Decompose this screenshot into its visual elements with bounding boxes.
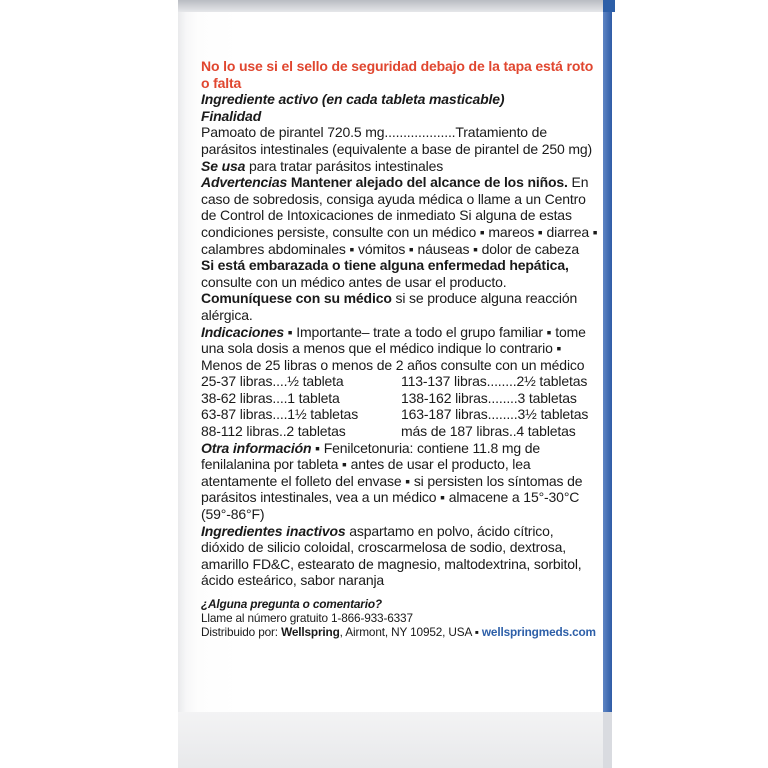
- allergy-bold: Comuníquese con su médico: [201, 290, 392, 307]
- other-info-text: ▪ Fenilcetonuria: contiene 11.8 mg de fenilalanina por tableta ▪ antes de usar el producto, lea atentamente el folleto del envase ▪ si persisten los síntomas de parásitos intestinales, vea a un médico ▪ almacene a 15°-30°C (59°-86°F): [201, 439, 583, 523]
- box-blue-side-edge: [603, 12, 612, 712]
- warnings-label: Advertencias: [201, 174, 288, 191]
- drug-facts-label: [201, 58, 599, 640]
- other-info-label: Otra información: [201, 439, 312, 456]
- dosing-row: [201, 423, 599, 440]
- keep-away-warning: Mantener alejado del alcance de los niños.: [287, 174, 568, 191]
- purpose-heading: Finalidad: [201, 107, 262, 124]
- dosing-cell: 113-137 libras........2½ tabletas: [401, 373, 588, 390]
- active-ingredient-heading: Ingrediente activo (en cada tableta masticable): [201, 91, 505, 108]
- distributor-name: Wellspring: [281, 625, 340, 640]
- box-bottom-shade: [178, 712, 603, 768]
- dosing-cell: 63-87 libras....1½ tabletas: [201, 406, 359, 423]
- ingredient-line: Pamoato de pirantel 720.5 mg...................Tratamiento de parásitos intestinales (equivalente a base de pirantel de 250 mg): [201, 124, 593, 157]
- pregnancy-text: consulte con un médico antes de usar el producto.: [201, 273, 507, 290]
- box-top-face: [178, 0, 603, 12]
- dosing-cell: 138-162 libras........3 tabletas: [401, 389, 577, 406]
- directions-text: ▪ Importante– trate a todo el grupo familiar ▪ tome una sola dosis a menos que el médico indique lo contrario ▪ Menos de 25 libras o menos de 2 años consulte con un médico: [201, 323, 586, 373]
- pregnancy-bold: Si está embarazada o tiene alguna enfermedad hepática,: [201, 257, 569, 274]
- dosing-row: [201, 373, 599, 390]
- directions-section: [201, 324, 599, 374]
- dosing-cell: 88-112 libras..2 tabletas: [201, 423, 346, 440]
- inactive-ingredients-section: [201, 523, 599, 589]
- dosing-row: [201, 406, 599, 423]
- box-side-edge-lower: [603, 712, 612, 768]
- other-info-section: [201, 440, 599, 523]
- distributor-address: , Airmont, NY 10952, USA ▪: [339, 625, 482, 640]
- dosing-cell: más de 187 libras..4 tabletas: [401, 423, 576, 440]
- inactive-ingredients-text: aspartamo en polvo, ácido cítrico, dióxido de silicio coloidal, croscarmelosa de sodio, dextrosa, amarillo FD&C, estearato de magnesio, maltodextrina, sorbitol, ácido esteárico, sabor naranja: [201, 522, 582, 589]
- dosing-row: [201, 390, 599, 407]
- directions-label: Indicaciones: [201, 323, 285, 340]
- phone-line: Llame al número gratuito 1-866-933-6337: [201, 611, 413, 626]
- inactive-ingredients-label: Ingredientes inactivos: [201, 522, 346, 539]
- uses-section: [201, 158, 599, 175]
- pregnancy-section: [201, 257, 599, 290]
- box-top-blue-edge: [603, 0, 615, 12]
- dosing-table: [201, 373, 599, 439]
- distributed-prefix: Distribuido por:: [201, 625, 282, 640]
- warnings-section: [201, 174, 599, 257]
- website-link: wellspringmeds.com: [481, 625, 596, 640]
- uses-label: Se usa: [201, 157, 246, 174]
- dosing-cell: 163-187 libras........3½ tabletas: [401, 406, 589, 423]
- allergy-text: si se produce alguna reacción alérgica.: [201, 290, 578, 323]
- dosing-cell: 25-37 libras....½ tableta: [201, 373, 344, 390]
- warnings-text: En caso de sobredosis, consiga ayuda médica o llame a un Centro de Control de Intoxicaciones de inmediato Si alguna de estas condiciones persiste, consulte con un médico ▪ mareos ▪ diarrea ▪ calambres abdominales ▪ vómitos ▪ náuseas ▪ dolor de cabeza: [201, 174, 598, 257]
- tamper-warning: No lo use si el sello de seguridad debajo de la tapa está roto o falta: [201, 58, 594, 91]
- dosing-cell: 38-62 libras....1 tableta: [201, 389, 340, 406]
- allergy-section: [201, 290, 599, 323]
- distributor-line: [201, 625, 599, 639]
- uses-text: para tratar parásitos intestinales: [245, 157, 444, 174]
- questions-heading: ¿Alguna pregunta o comentario?: [201, 597, 382, 611]
